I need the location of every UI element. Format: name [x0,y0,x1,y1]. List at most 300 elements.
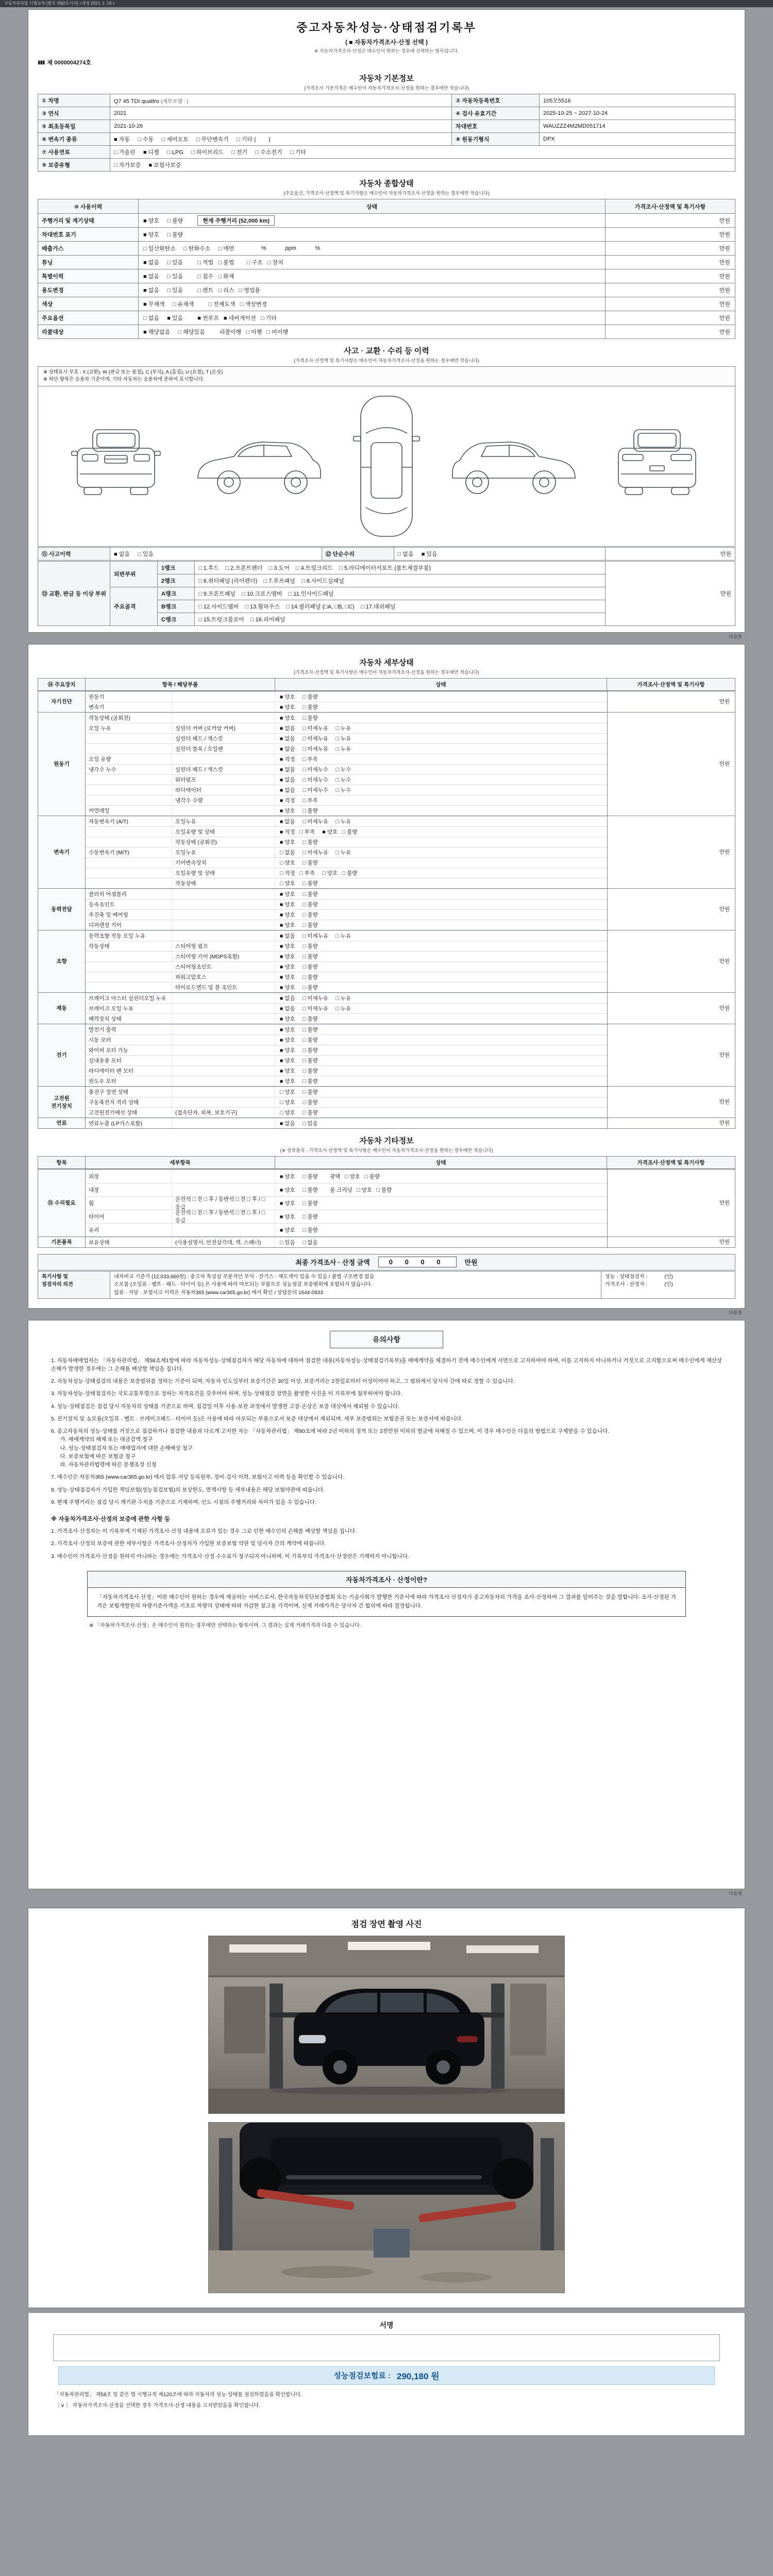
checkbox-group: ■ 양호 □ 불량 [280,1026,318,1033]
notice-sub-items [51,1527,722,1561]
notice-item: 4. 성능·상태점검은 점검 당시 자동차의 상태를 기준으로 하며, 점검일 이후 사용·보관 과정에서 발생한 고장·손상은 보증 대상에서 제외될 수 있습니다. [51,1403,400,1410]
summary-row [38,227,735,241]
detail-group-name: 자기진단 [38,691,86,712]
opinion-text: 내차비교 기준가 (12,033,660원) : 중고차 특성상 부분적인 부식 · 잔기스 · 재도색이 있을 수 있음 / 불법 구조변경 없음 소모품 (오일류 · 벨트 · 패드 · 타이어 등) 은 사용에 따라 마모되는 부품으로 성능점검 보증범위에 포함되지 않습니다. 압류 · 저당 · 보험사고 이력은 자동차365 (www.car365.go.kr) 에서 확인 / 상담문의 1644-0933 [110,1271,601,1299]
detail-row [86,1035,607,1045]
detail-row-item: 자동변속기 (A/T) [86,817,172,826]
accident-history-table [38,547,735,561]
detail-row-item [86,775,172,785]
detail-row-item: 오일 누유 [86,723,172,733]
detail-row-subitem [172,1014,275,1024]
summary-row [38,213,735,227]
document-card-2 [28,644,745,1309]
opinion-label: 특기사항 및 점검자의 의견 [38,1271,110,1299]
detail-group-price: 만원 [607,816,735,888]
detail-row-subitem [172,702,275,712]
insurance-fee-value: 290,180 원 [396,2371,440,2381]
detail-row-item [86,952,172,961]
checkbox-group: ■ 없음 □ 있음 [143,274,183,280]
checkbox-group: ■ 없음 □ 미세누수 □ 누수 [280,787,351,793]
detail-row-item: 냉각수 누수 [86,765,172,774]
summary-row [38,297,735,311]
warranty-value: □ 자가보증 ■ 보험사보증 [110,159,735,172]
summary-row-status [139,228,605,241]
detail-row-subitem: 오일유량 및 상태 [172,827,275,837]
detail-row-subitem [172,1035,275,1045]
detail-row [86,930,607,941]
detail-row-subitem [172,1066,275,1076]
notice-item: 6. 중고자동차의 성능·상태를 거짓으로 점검하거나 점검한 내용과 다르게 고지한 자는 「자동차관리법」 제80조에 따라 2년 이하의 징역 또는 2천만원 이하의 벌금에 처해질 수 있으며, 이 경우 매수인은 다음의 방법으로 구제받을 수 있습니다. 가. 매매계약의 해제 또는 대금감액 청구 나. 성능·상태점검자 또는 매매업자에 대한 손해배상 청구 다. 보증보험에 따른 보험금 청구 라. 자동차관리법령에 따른 분쟁조정 신청 [51,1428,610,1468]
summary-row-label: 리콜대상 [38,325,139,338]
detail-row [86,961,607,972]
misc-table [38,1156,735,1248]
summary-row-extra: % ppm % [248,245,321,251]
barcode-icon: ▮▮▮ [38,59,45,65]
main-frame-label: 주요골격 [110,587,158,625]
simple-repair-label: ⑫ 단순수리 [322,547,394,560]
detail-row [86,1045,607,1055]
detail-row-subitem [172,993,275,1003]
detail-row-subitem [172,931,275,941]
detail-group [38,691,735,712]
detail-row [86,774,607,785]
checkbox-group: ■ 없음 □ 미세누유 □ 누유 [280,818,351,825]
detail-row-subitem: 오일유량 및 상태 [172,868,275,878]
detail-row-item [86,962,172,972]
misc-header-row [38,1157,735,1169]
price-select-note: ※ 자동차가격조사·산정은 매수인이 원하는 경우에 선택하는 항목입니다. [314,48,459,54]
summary-row [38,241,735,255]
first-reg-label: ⑤ 최초등록일 [38,120,110,133]
detail-row-subitem [172,1004,275,1013]
summary-table [38,199,735,339]
checkbox-group: ■ 양호 □ 불량 [280,891,318,897]
detail-row-item: 윈도우 모터 [86,1076,172,1086]
mileage-box: 현재 주행거리 (52,000 km) [197,215,275,226]
detail-col-price: 가격조사·산정액 및 특기사항 [637,681,705,688]
final-price-value: 0 0 0 0 [378,1257,457,1267]
notice-item: 3. 자동차성능·상태점검자는 국토교통부령으로 정하는 자격요건을 갖추어야 하며, 성능·상태점검 장면을 촬영한 사진을 이 기록부에 첨부하여야 합니다. [51,1391,402,1397]
document-number: 제 0000004274호 [47,60,92,66]
detail-row [86,1076,607,1086]
rank-label: 2랭크 [158,574,195,587]
notice-item: 8. 성능·상태점검자가 가입한 책임보험(성능점검보험)의 보상한도, 면책사항 등 세부내용은 해당 보험약관에 따릅니다. [51,1486,325,1493]
insurance-fee-label: 성능점검보험료 : [333,2371,391,2380]
detail-groups [38,691,735,1128]
detail-group-rows [86,1087,607,1117]
summary-row-extra: □ 침수 □ 화재 [197,274,234,280]
detail-group-price: 만원 [607,1118,735,1128]
detail-group [38,816,735,888]
year-label: ③ 연식 [38,107,110,120]
detail-row-subitem: 스티어링조인트 [172,962,275,972]
detail-row [86,847,607,857]
checkbox-group: □ 양호 □ 불량 [280,1089,318,1095]
detail-row [86,1118,607,1128]
checkbox-group: ■ 양호 □ 불량 [280,807,318,814]
checkbox-group: ■ 없음 □ 있음 [143,287,183,294]
detail-row-item: 충전구 절연 상태 [86,1087,172,1097]
checkbox-group: ■ 양호 □ 불량 [280,1015,318,1022]
detail-row [86,754,607,764]
misc-row [86,1210,607,1223]
misc-col-device: 항목 [38,1157,86,1168]
detail-row-item: 추진축 및 베어링 [86,910,172,920]
checkbox-group: ■ 양호 □ 불량 [280,715,318,721]
vin-value: WAUZZZ4M2MD051714 [540,120,735,133]
detail-group-price: 만원 [607,691,735,712]
detail-group-rows [86,930,607,992]
basic-info-title: 자동차 기본정보 [359,74,414,83]
checkbox-group: ■ 없음 □ 미세누수 □ 누수 [280,766,351,773]
detail-row [86,837,607,847]
misc-row-subitem: (사용설명서, 안전삼각대, 잭, 스패너) [172,1238,275,1247]
checkbox-group: ■ 양호 □ 불량 [280,901,318,908]
detail-row [86,993,607,1003]
checkbox-group: ■ 양호 □ 불량 [143,218,183,224]
detail-row-subitem: 라디에이터 [172,785,275,795]
price-appraisal-box-title: 자동차가격조사 · 산정이란? [88,1571,685,1588]
detail-row [86,1024,607,1035]
detail-row [86,920,607,930]
notice-sub-item: 1. 가격조사·산정자는 이 기록부에 기재된 가격조사·산정 내용에 오류가 있는 경우 그로 인한 매수인의 손해를 배상할 책임을 집니다. [51,1528,357,1535]
summary-row [38,269,735,283]
checkbox-group: ■ 양호 □ 불량 [280,1037,318,1043]
signature-title: 서명 [379,2320,394,2329]
summary-header-row [38,199,735,213]
valid-value: 2025-10-25 ~ 2027-10-24 [540,107,735,120]
final-price-unit: 만원 [464,1259,478,1266]
basic-info-note: (가격조사 기준가격은 매수인이 자동차가격조사·산정을 원하는 경우에만 적습니다) [304,86,469,91]
legal-confirmation-line: 「자동차관리법」 제58조 및 같은 법 시행규칙 제120조에 따라 자동차의 성능·상태를 점검하였음을 확인합니다. [54,2392,302,2398]
legend-symbols: ※ 상태표시 부호 : X (교환), W (판금 또는 용접), C (부식), A (흠집), U (요철), T (손상) [43,369,223,375]
final-price-strip [38,1254,735,1270]
warranty-label: ⑨ 보증유형 [38,159,110,172]
misc-row-item: 휠 [86,1197,172,1210]
checkbox-group: ■ 양호 □ 불량 [280,984,318,991]
misc-row-item: 보유상태 [86,1238,172,1247]
summary-note: (주요옵션, 가격조사·산정액 및 특기사항은 매수인이 자동차가격조사·산정을 원하는 경우에만 적습니다) [283,191,490,196]
misc-col-price: 가격조사·산정액 및 특기사항 [637,1159,705,1166]
detail-group-name: 동력전달 [38,889,86,930]
car-name: Q7 45 TDI quattro [114,98,159,105]
misc-group-price: 만원 [607,1237,735,1247]
misc-row-subitem: 운전석 □ 전 □ 후 / 동반석 □ 전 □ 후 / □ 응급 [172,1197,275,1210]
detail-row [86,1055,607,1065]
summary-row-price: 만원 [605,311,735,325]
detail-row [86,899,607,909]
detail-group-rows [86,993,607,1024]
checkbox-group: ■ 양호 □ 불량 룸 크리닝 □ 양호 □ 불량 [280,1187,392,1193]
detail-group-rows [86,889,607,930]
detail-note: (가격조사·산정액 및 특기사항은 매수인이 자동차가격조사·산정을 원하는 경우에만 적습니다) [294,669,479,675]
checkbox-group: □ 양호 □ 불량 [280,859,318,866]
checkbox-group: ■ 적정 □ 부족 ■ 양호 □ 불량 [280,828,358,835]
detail-row-subitem [172,900,275,909]
detail-row-subitem: 작동상태 (공회전) [172,837,275,847]
detail-group-rows [86,1118,607,1128]
detail-row-item: 등속조인트 [86,900,172,909]
summary-rows [38,213,735,338]
signature-area [53,2334,720,2361]
misc-row [86,1170,607,1183]
detail-group-price: 만원 [607,993,735,1024]
detail-row-subitem: 실린더 헤드 / 개스킷 [172,765,275,774]
checkbox-group: ■ 적정 □ 부족 [280,797,318,804]
detail-row-item [86,785,172,795]
checkbox-group: ■ 양호 □ 불량 [280,953,318,960]
detail-group-rows [86,1024,607,1086]
accident-note: (가격조사·산정액 및 특기사항은 매수인이 자동차가격조사·산정을 원하는 경우에만 적습니다) [294,358,479,363]
detail-row-subitem [172,1076,275,1086]
detail-row-item: 고전원전기배선 상태 [86,1108,172,1117]
detail-row-item: 실내송풍 모터 [86,1056,172,1065]
rank-items: □ 9.프론트패널 □ 10.크로스멤버 □ 11.인사이드패널 [195,587,606,600]
detail-row-item: 디퍼렌셜 기어 [86,920,172,930]
accident-legend [38,366,735,386]
exchange-label: ⑬ 교환, 판금 등 이상 부위 [38,561,110,625]
detail-row-item: 동력조향 작동 오일 누유 [86,931,172,941]
notice-title: 유의사항 [330,1331,443,1348]
car-top-diagram [348,390,425,543]
detail-row-item: 배력장치 상태 [86,1014,172,1024]
checkbox-group: ■ 양호 □ 불량 [280,1067,318,1074]
summary-row-status [139,269,605,283]
summary-row-price: 만원 [605,228,735,241]
detail-row [86,713,607,723]
misc-group-price: 만원 [607,1170,735,1236]
notice-sub-item: 3. 매수인이 가격조사·산정을 원하지 아니하는 경우에는 가격조사·산정 수수료가 청구되지 아니하며, 이 기록부의 가격조사·산정란은 기재하지 아니합니다. [51,1553,409,1560]
detail-row-subitem: 실린더 커버 (로커암 커버) [172,723,275,733]
summary-row [38,311,735,325]
detail-row [86,743,607,754]
engine-value: DPX [540,133,735,146]
detail-row-item [86,734,172,743]
summary-row-price: 만원 [605,214,735,227]
summary-row-label: 주행거리 및 계기상태 [38,214,139,227]
document-card-3 [28,1320,745,1889]
checkbox-group: □ 양호 □ 불량 [280,1099,318,1106]
price-appraisal-box [87,1571,686,1617]
checkbox-group: ■ 없음 □ 미세누유 □ 누유 [280,735,351,742]
photo-car-underbody [209,2123,564,2293]
checkbox-group: ■ 해당없음 □ 해당있음 [143,329,205,335]
fuel-value: □ 가솔린 ■ 디젤 □ LPG □ 하이브리드 □ 전기 □ 수소전기 □ 기타 [110,146,735,159]
exchange-table [38,561,735,626]
photo-car-on-lift [209,1936,564,2113]
detail-row [86,1013,607,1024]
price-confirmation-line: 〔 ∨ 〕 자동차가격조사·산정을 선택한 경우 가격조사·산정 내용을 고지받았음을 확인합니다. [54,2402,260,2409]
checkbox-group: ■ 양호 □ 불량 [280,963,318,970]
opinion-table [38,1271,735,1299]
detail-row-item: 오일 유량 [86,754,172,764]
summary-col-status: 상태 [366,204,378,210]
rank-items: □ 1.후드 □ 2.프론트펜더 □ 3.도어 □ 4.트렁크리드 □ 5.라디에이터서포트 (볼트체결부품) [195,561,606,574]
detail-group-name: 원동기 [38,713,86,816]
summary-row [38,325,735,338]
detail-row-subitem: 작동상태 [172,878,275,888]
summary-col-price: 가격조사·산정액 및 특기사항 [605,199,735,213]
detail-row-item [86,982,172,992]
detail-row-subitem: 냉각수 수량 [172,795,275,805]
fuel-label: ⑦ 사용연료 [38,146,110,159]
summary-row-status [139,214,605,227]
trans-label: ⑥ 변속기 종류 [38,133,110,146]
notice-item: 2. 자동차성능·상태점검의 내용은 보증범위를 정하는 기준이 되며, 자동차 인도일부터 보증기간은 30일 이상, 보증거리는 2천킬로미터 이상이어야 하고, 그 범위에서 당사자 간에 따로 정할 수 있습니다. [51,1378,515,1385]
summary-row-label: 튜닝 [38,256,139,269]
detail-row [86,982,607,992]
checkbox-group: □ 있음 □ 없음 [280,1239,318,1246]
car-name-label: ① 차명 [38,94,110,107]
checkbox-group: ■ 없음 □ 미세누유 □ 누유 [280,725,351,732]
detail-group-price: 만원 [607,1087,735,1117]
summary-row-status [139,242,605,255]
summary-row-label: 특별이력 [38,269,139,283]
detail-col-device: ⑭ 주요장치 [38,679,86,690]
summary-row-status [139,325,605,338]
summary-row-extra: □ 전체도색 □ 색상변경 [208,301,267,308]
detail-row-subitem [172,1087,275,1097]
detail-group-rows [86,691,607,712]
checkbox-group: □ 양호 □ 불량 [280,1109,318,1116]
valid-label: ④ 검사 유효기간 [452,107,540,120]
detail-row-item: 브레이크 마스터 실린더오일 누유 [86,993,172,1003]
checkbox-group: ■ 양호 □ 불량 [280,1213,318,1220]
detail-group [38,1117,735,1128]
checkbox-group: ■ 없음 □ 미세누유 □ 누유 [280,995,351,1002]
detail-row-subitem: 실린더 헤드 / 개스킷 [172,734,275,743]
detail-row-subitem: 실린더 블록 / 오일팬 [172,744,275,754]
detail-row-item [86,827,172,837]
checkbox-group: ■ 양호 □ 불량 [280,704,318,710]
checkbox-group: ■ 양호 □ 불량 [280,1200,318,1207]
next-page-marker: 다음장 [728,1890,742,1896]
insurance-fee-strip [58,2366,715,2385]
misc-group [38,1169,735,1236]
checkbox-group: ■ 무채색 □ 유채색 [143,301,194,308]
exchange-price: 만원 [606,561,735,625]
accident-history-label: ⑪ 사고이력 [38,547,110,560]
notice-item: 5. 전기장치 및 소모품(오일류 · 벨트 · 브레이크패드 · 타이어 등)은 사용에 따라 마모되는 부품으로서 보증 대상에서 제외되며, 세부 보증범위는 보험증권 또는 보증서에 따릅니다. [51,1415,463,1422]
misc-row [86,1223,607,1236]
misc-row-subitem [172,1170,275,1183]
vin-label: 차대번호 [452,120,540,133]
final-price-label: 최종 가격조사 · 산정 금액 [295,1259,370,1266]
rank-label: A랭크 [158,587,195,600]
car-left-side-diagram [191,428,324,505]
detail-row-item [86,868,172,878]
checkbox-group: ■ 없음 □ 미세누유 □ 누유 [280,745,351,752]
detail-row [86,1003,607,1013]
checkbox-group: ■ 없음 □ 있음 [280,1120,318,1127]
notice-item: 7. 매수인은 자동차365 (www.car365.go.kr) 에서 압류·저당 등록원부, 정비·검사 이력, 보험사고 이력 등을 확인할 수 있습니다. [51,1474,344,1481]
misc-row-subitem [172,1183,275,1196]
detail-row-subitem [172,1056,275,1065]
detail-row-subitem [172,920,275,930]
detail-group-price: 만원 [607,1024,735,1086]
summary-row-status [139,256,605,269]
inspector-signature-cell: 성능 · 상태점검자 : (인) 가격조사 · 산정자 : (인) [601,1271,735,1299]
summary-row-price: 만원 [605,325,735,338]
detail-group [38,1024,735,1086]
rank-label: C랭크 [158,613,195,625]
detail-group-price: 만원 [607,713,735,816]
misc-col-item: 세부항목 [86,1157,275,1168]
detail-group-name: 전기 [38,1024,86,1086]
checkbox-group: ■ 없음 □ 있음 [143,260,183,266]
misc-row-subitem [172,1224,275,1236]
detail-row [86,951,607,961]
checkbox-group: ■ 양호 □ 불량 [280,911,318,918]
detail-group-rows [86,816,607,888]
basic-info-table [38,94,735,172]
checkbox-group: □ 없음 □ 미세누유 □ 누유 [280,849,351,856]
detail-row-item: 연료누출 (LP가스포함) [86,1118,172,1128]
detail-row-item [86,837,172,847]
detail-group [38,712,735,816]
checkbox-group: □ 일산화탄소 □ 탄화수소 □ 매연 [143,246,234,252]
detail-group-name: 변속기 [38,816,86,888]
detail-group-name: 연료 [38,1118,86,1128]
checkbox-group: ■ 양호 □ 불량 [280,1078,318,1084]
detail-row-item [86,878,172,888]
notice-sub-item: 2. 가격조사·산정의 보증에 관한 세부사항은 가격조사·산정자가 가입한 보증보험 약관 및 당사자 간의 계약에 따릅니다. [51,1540,326,1547]
form-code-strip [0,0,773,7]
trans-value: ■ 자동 □ 수동 □ 세미오토 □ 무단변속기 □ 기타 ( ) [110,133,452,146]
inspection-photo-underbody [208,2122,565,2293]
detail-row-subitem: 워터펌프 [172,775,275,785]
misc-group-name: ⑮ 수리필요 [38,1170,86,1236]
checkbox-group: ■ 양호 □ 불량 [280,943,318,950]
summary-row-label: 용도변경 [38,283,139,297]
detail-row-item: 변속기 [86,702,172,712]
next-page-marker: 다음장 [728,634,742,639]
detail-row-subitem: 타이로드엔드 및 볼 조인트 [172,982,275,992]
detail-row-item: 구동축전지 격리 상태 [86,1097,172,1107]
document-card-5 [28,2312,745,2436]
detail-col-item: 항목 / 해당부품 [86,679,275,690]
detail-row-subitem [172,1025,275,1035]
simple-repair-value: □ 없음 ■ 있음 [394,547,606,560]
detail-row-subitem [172,1118,275,1128]
detail-row-subitem: 파워고압호스 [172,972,275,982]
detail-group-price: 만원 [607,930,735,992]
detail-row [86,785,607,795]
detail-row [86,733,607,743]
detail-row [86,826,607,837]
checkbox-group: ■ 양호 □ 불량 [280,922,318,928]
detail-row-subitem [172,692,275,702]
summary-row-label: 주요옵션 [38,311,139,325]
car-submodel: (세부모델 : ) [160,98,189,105]
car-front-diagram [65,422,166,510]
detail-row [86,878,607,888]
rank-items: □ 12.사이드멤버 □ 13.휠하우스 □ 14.필러패널 (□A, □B, □C) □ 17.대쉬패널 [195,600,606,613]
detail-row [86,941,607,951]
accident-price: 만원 [606,547,735,560]
rank-label: B랭크 [158,600,195,613]
misc-row-item: 내장 [86,1183,172,1196]
checkbox-group: ■ 양호 □ 불량 [280,1057,318,1064]
detail-row-subitem: 오일누유 [172,848,275,857]
form-code-text: 자동차관리법 시행규칙 [별지 제82호서식] <개정 2021. 1. 19.> [4,1,115,6]
detail-group-price: 만원 [607,889,735,930]
misc-row [86,1237,607,1247]
detail-group [38,888,735,930]
detail-group-rows [86,713,607,816]
summary-row-extra: ■ 썬루프 ■ 네비게이션 □ 기타 [197,315,277,321]
accident-history-value: ■ 없음 □ 있음 [110,547,322,560]
